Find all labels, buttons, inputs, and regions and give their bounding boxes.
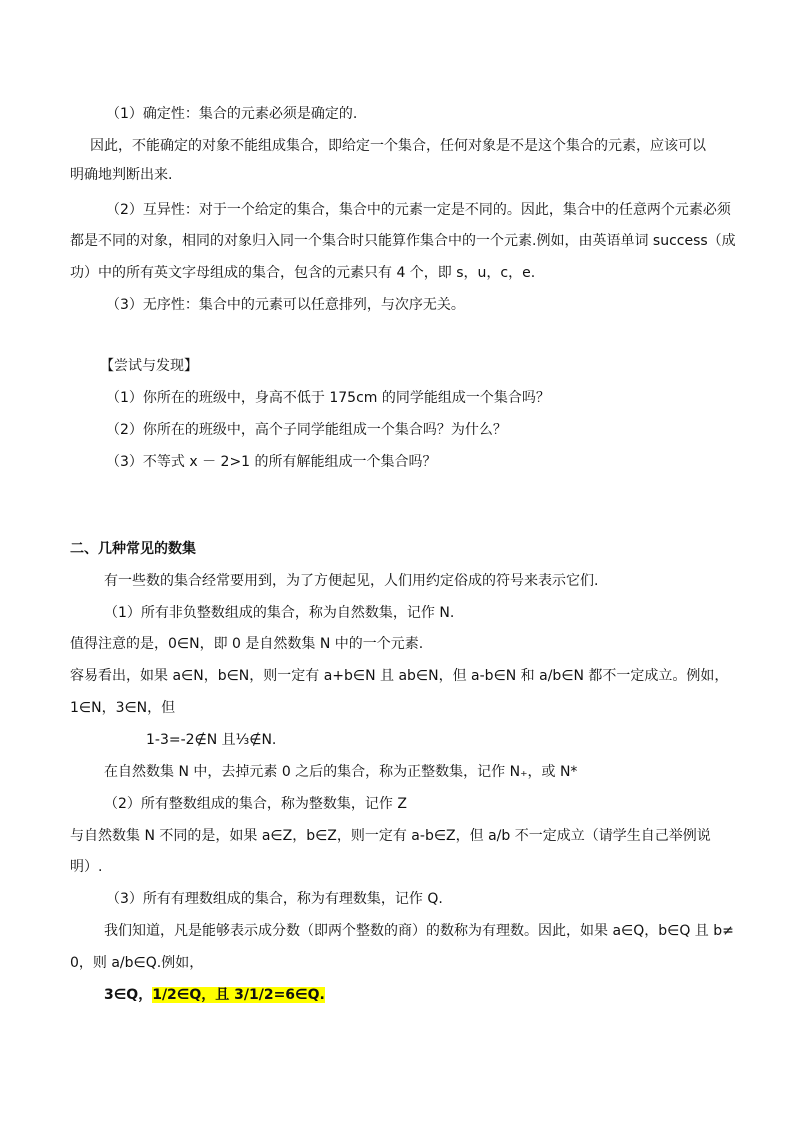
paragraph-line: 有一些数的集合经常要用到，为了方便起见，人们用约定俗成的符号来表示它们. xyxy=(104,573,599,589)
rationals-definition: （3）所有有理数组成的集合，称为有理数集，记作 Q. xyxy=(106,891,443,907)
paragraph-line: 0，则 a/b∈Q.例如， xyxy=(70,955,204,971)
natural-numbers-definition: （1）所有非负整数组成的集合，称为自然数集，记作 N. xyxy=(104,605,455,621)
paragraph-line: 值得注意的是，0∈N，即 0 是自然数集 N 中的一个元素. xyxy=(70,636,424,652)
paragraph-line: 我们知道，凡是能够表示成分数（即两个整数的商）的数称为有理数。因此，如果 a∈Q，b∈Q 且 b≠ xyxy=(104,923,734,939)
paragraph-line: 功）中的所有英文字母组成的集合，包含的元素只有 4 个，即 s，u，c，e. xyxy=(70,265,536,281)
section-heading: 二、几种常见的数集 xyxy=(70,541,196,557)
example-line xyxy=(104,985,325,1005)
paragraph-line: 明确地判断出来. xyxy=(70,167,173,183)
question-2: （2）你所在的班级中，高个子同学能组成一个集合吗？为什么？ xyxy=(106,422,507,438)
highlighted-example: 1/2∈Q，且 3/1/2=6∈Q. xyxy=(152,987,325,1003)
paragraph-line: 因此，不能确定的对象不能组成集合，即给定一个集合，任何对象是不是这个集合的元素，应该可以 xyxy=(90,138,706,154)
paragraph-line: 都是不同的对象，相同的对象归入同一个集合时只能算作集合中的一个元素.例如，由英语单词 success（成 xyxy=(70,233,736,249)
integers-definition: （2）所有整数组成的集合，称为整数集，记作 Z xyxy=(104,796,407,812)
try-and-discover-heading: 【尝试与发现】 xyxy=(100,358,198,374)
paragraph-line: 1∈N，3∈N，但 xyxy=(70,700,176,716)
paragraph-line: 容易看出，如果 a∈N，b∈N，则一定有 a+b∈N 且 ab∈N，但 a-b∈N 和 a/b∈N 都不一定成立。例如， xyxy=(70,668,729,684)
property-determinacy: （1）确定性：集合的元素必须是确定的. xyxy=(106,106,358,122)
property-distinctness: （2）互异性：对于一个给定的集合，集合中的元素一定是不同的。因此，集合中的任意两个元素必须 xyxy=(106,202,731,218)
property-unordered: （3）无序性：集合中的元素可以任意排列，与次序无关。 xyxy=(106,297,465,313)
paragraph-line: 明）. xyxy=(70,859,103,875)
question-1: （1）你所在的班级中，身高不低于 175cm 的同学能组成一个集合吗？ xyxy=(106,390,550,406)
formula-line: 1-3=-2∉N 且⅓∉N. xyxy=(146,732,277,748)
paragraph-line: 与自然数集 N 不同的是，如果 a∈Z，b∈Z，则一定有 a-b∈Z，但 a/b 不一定成立（请学生自己举例说 xyxy=(70,828,711,844)
positive-integers-definition: 在自然数集 N 中，去掉元素 0 之后的集合，称为正整数集，记作 N₊，或 N* xyxy=(104,764,578,780)
example-text: 3∈Q， xyxy=(104,987,153,1003)
question-3: （3）不等式 x － 2>1 的所有解能组成一个集合吗？ xyxy=(106,454,437,470)
